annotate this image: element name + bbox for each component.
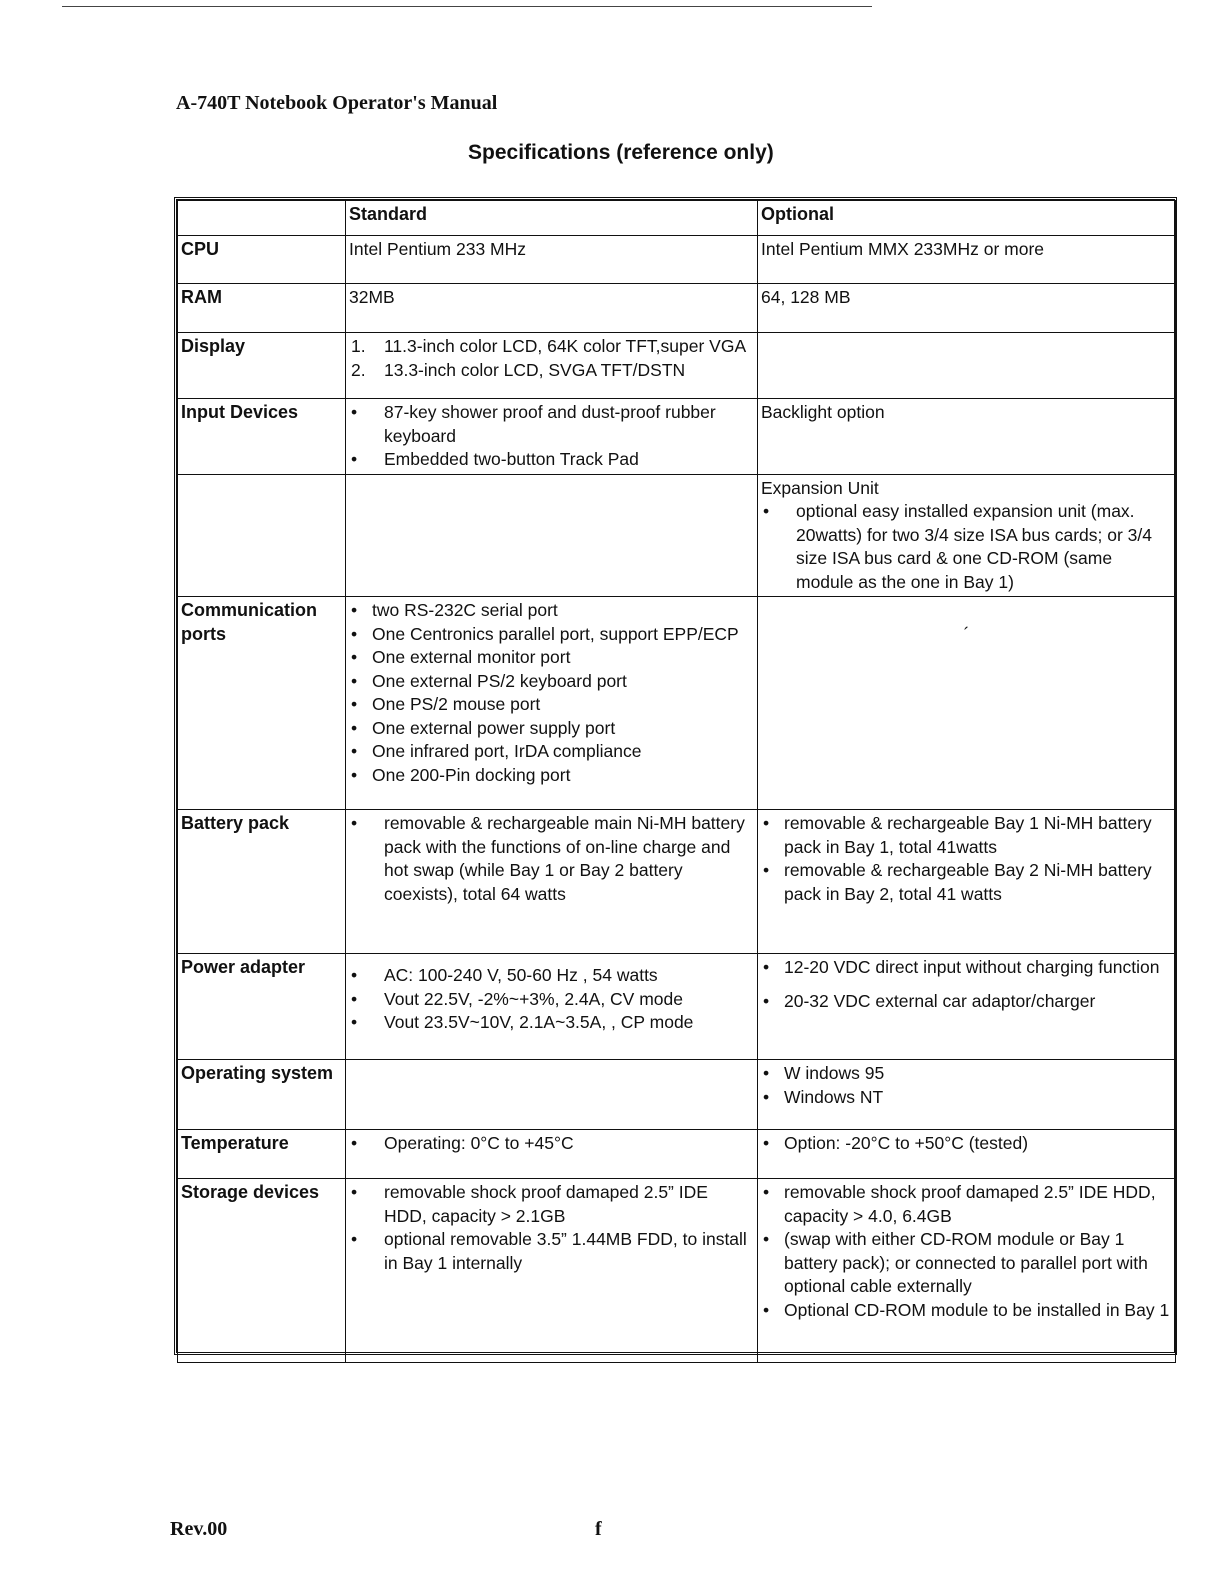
- bullet-list: [349, 964, 754, 1035]
- list-item: 2. 13.3-inch color LCD, SVGA TFT/DSTN: [351, 359, 686, 380]
- standard-cell: [346, 399, 758, 475]
- standard-cell: [346, 1179, 758, 1363]
- list-item: • two RS-232C serial port: [349, 599, 754, 623]
- row-label: Temperature: [178, 1130, 346, 1179]
- list-item: • 20-32 VDC external car adaptor/charger: [761, 990, 1172, 1014]
- bullet-list: [349, 1132, 754, 1156]
- optional-cell: 64, 128 MB: [758, 284, 1176, 333]
- list-item: • One 200-Pin docking port: [349, 764, 754, 788]
- list-item: • One external power supply port: [349, 717, 754, 741]
- list-item: • One infrared port, IrDA compliance: [349, 740, 754, 764]
- list-item: • Operating: 0°C to +45°C: [349, 1132, 754, 1156]
- list-item: • AC: 100-240 V, 50-60 Hz , 54 watts: [349, 964, 754, 988]
- list-item: • 12-20 VDC direct input without charging function: [761, 956, 1172, 980]
- optional-cell: [758, 1130, 1176, 1179]
- bullet-list: [761, 812, 1172, 906]
- optional-cell: [758, 333, 1176, 399]
- bullet-list: [761, 500, 1172, 594]
- list-item: • removable & rechargeable main Ni-MH battery pack with the functions of on-line charge and hot swap (while Bay 1 or Bay 2 battery coexists), total 64 watts: [349, 812, 754, 906]
- standard-cell: 32MB: [346, 284, 758, 333]
- bullet-list: [761, 1181, 1172, 1322]
- list-item: • W indows 95: [761, 1062, 1172, 1086]
- list-item: • (swap with either CD-ROM module or Bay 1 battery pack); or connected to parallel port with optional cable externally: [761, 1228, 1172, 1299]
- numbered-list: [349, 335, 754, 382]
- bullet-list: [349, 599, 754, 787]
- standard-cell: Intel Pentium 233 MHz: [346, 236, 758, 284]
- list-item: • optional removable 3.5” 1.44MB FDD, to install in Bay 1 internally: [349, 1228, 754, 1275]
- list-item: • removable & rechargeable Bay 2 Ni-MH battery pack in Bay 2, total 41 watts: [761, 859, 1172, 906]
- header-cell-optional: Optional: [758, 201, 1176, 236]
- row-label: Input Devices: [178, 399, 346, 475]
- standard-cell: [346, 333, 758, 399]
- optional-cell: [758, 474, 1176, 597]
- table-row: [178, 399, 1176, 475]
- stray-mark: ´: [963, 624, 970, 644]
- list-item: • One external PS/2 keyboard port: [349, 670, 754, 694]
- standard-cell: [346, 474, 758, 597]
- footer-revision: Rev.00: [170, 1518, 228, 1540]
- row-label: Display: [178, 333, 346, 399]
- table-row: [178, 284, 1176, 333]
- list-item: 1. 11.3-inch color LCD, 64K color TFT,super VGA: [351, 336, 747, 356]
- list-item: • Vout 22.5V, -2%~+3%, 2.4A, CV mode: [349, 988, 754, 1012]
- row-label: Power adapter: [178, 954, 346, 1060]
- optional-cell: [758, 1179, 1176, 1363]
- standard-cell: [346, 954, 758, 1060]
- list-item: • Optional CD-ROM module to be installed in Bay 1: [761, 1299, 1172, 1323]
- table-row: [178, 1130, 1176, 1179]
- list-item: • removable shock proof damaped 2.5” IDE HDD, capacity > 2.1GB: [349, 1181, 754, 1228]
- row-label: Operating system: [178, 1060, 346, 1130]
- table-row: [178, 236, 1176, 284]
- standard-cell: [346, 1130, 758, 1179]
- header-cell-empty: [178, 201, 346, 236]
- row-label: Battery pack: [178, 810, 346, 954]
- table-row: [178, 1060, 1176, 1130]
- optional-cell: Intel Pentium MMX 233MHz or more: [758, 236, 1176, 284]
- optional-cell: [758, 954, 1176, 1060]
- list-item: • Option: -20°C to +50°C (tested): [761, 1132, 1172, 1156]
- list-item: • One PS/2 mouse port: [349, 693, 754, 717]
- row-label: Storage devices: [178, 1179, 346, 1363]
- standard-cell: [346, 597, 758, 810]
- standard-cell: [346, 810, 758, 954]
- row-label: Communication ports: [178, 597, 346, 810]
- list-item: • Windows NT: [761, 1086, 1172, 1110]
- list-item: • removable & rechargeable Bay 1 Ni-MH battery pack in Bay 1, total 41watts: [761, 812, 1172, 859]
- optional-cell: [758, 597, 1176, 810]
- row-label: RAM: [178, 284, 346, 333]
- optional-cell: [758, 810, 1176, 954]
- table-row: [178, 954, 1176, 1060]
- standard-cell: [346, 1060, 758, 1130]
- footer-page-number: f: [595, 1518, 602, 1540]
- table-row: [178, 1179, 1176, 1363]
- bullet-list: [761, 956, 1172, 1013]
- bullet-list: [761, 1062, 1172, 1109]
- bullet-list: [349, 1181, 754, 1275]
- table-row: [178, 333, 1176, 399]
- list-item: • Embedded two-button Track Pad: [349, 448, 754, 472]
- list-item: • Vout 23.5V~10V, 2.1A~3.5A, , CP mode: [349, 1011, 754, 1035]
- manual-title: A-740T Notebook Operator's Manual: [176, 92, 498, 114]
- optional-cell: [758, 1060, 1176, 1130]
- list-item: • removable shock proof damaped 2.5” IDE HDD, capacity > 4.0, 6.4GB: [761, 1181, 1172, 1228]
- list-item: • One Centronics parallel port, support EPP/ECP: [349, 623, 754, 647]
- list-item: • One external monitor port: [349, 646, 754, 670]
- optional-heading: Expansion Unit: [761, 477, 879, 498]
- table-row: [178, 474, 1176, 597]
- row-label: CPU: [178, 236, 346, 284]
- list-item: • 87-key shower proof and dust-proof rubber keyboard: [349, 401, 754, 448]
- row-label: [178, 474, 346, 597]
- header-cell-standard: Standard: [346, 201, 758, 236]
- table-row: [178, 597, 1176, 810]
- list-item: • optional easy installed expansion unit (max. 20watts) for two 3/4 size ISA bus cards; or 3/4 size ISA bus card & one CD-ROM (same module as the one in Bay 1): [761, 500, 1172, 594]
- bullet-list: [349, 812, 754, 906]
- bullet-list: [349, 401, 754, 472]
- optional-cell: Backlight option: [758, 399, 1176, 475]
- bullet-list: [761, 1132, 1172, 1156]
- top-rule: [62, 6, 872, 7]
- table-header-row: [178, 201, 1176, 236]
- spec-table: [177, 200, 1176, 1363]
- spec-title: Specifications (reference only): [468, 141, 774, 164]
- table-row: [178, 810, 1176, 954]
